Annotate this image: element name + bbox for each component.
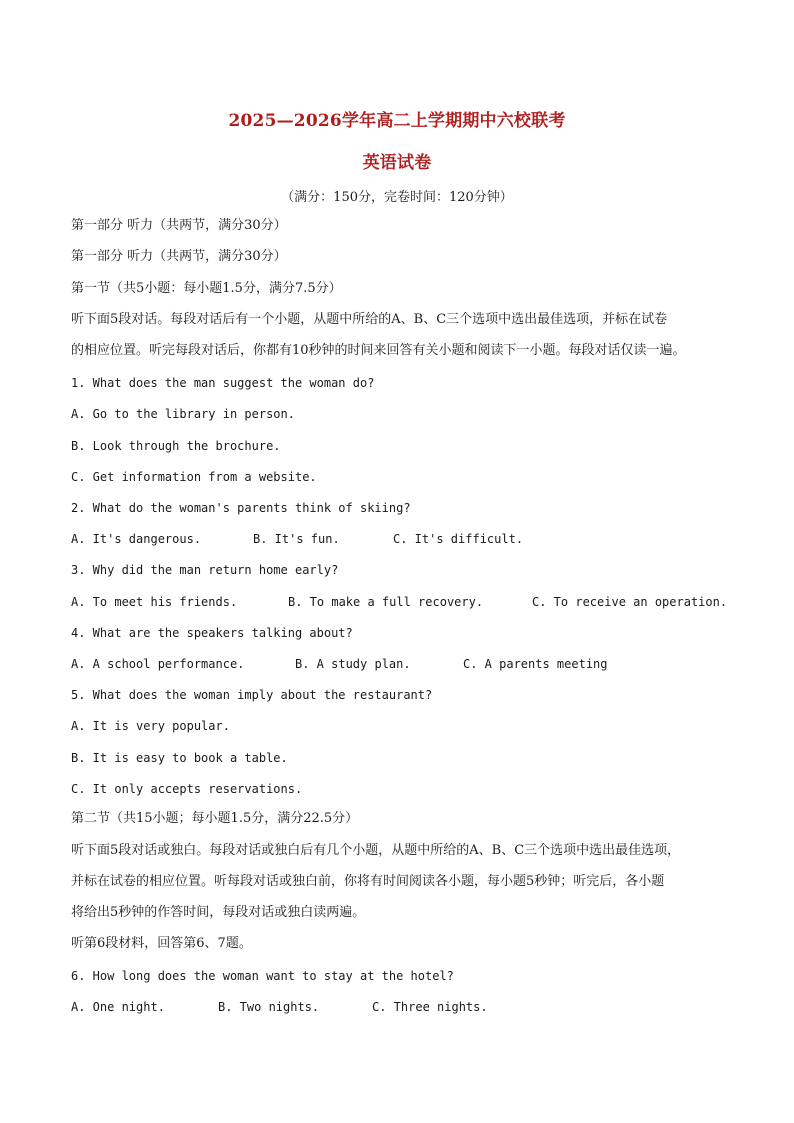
question-6-stem: 6. How long does the woman want to stay at the hotel? [71, 969, 454, 983]
question-4-option-b: B. A study plan. [295, 657, 411, 671]
material-6-instruction: 听第6段材料，回答第6、7题。 [71, 936, 252, 951]
question-4-options [71, 655, 731, 673]
question-3-options [71, 593, 731, 611]
question-4-stem: 4. What are the speakers talking about? [71, 626, 353, 640]
question-5-stem: 5. What does the woman imply about the restaurant? [71, 688, 433, 702]
question-2-options [71, 530, 731, 548]
question-1-option-a: A. Go to the library in person. [71, 407, 295, 421]
question-2-option-b: B. It's fun. [253, 532, 340, 546]
exam-score-time-note: （满分：150分，完卷时间：120分钟） [281, 190, 513, 205]
question-3-stem: 3. Why did the man return home early? [71, 563, 339, 577]
part1-heading-repeat: 第一部分 听力（共两节，满分30分） [71, 249, 287, 264]
section1-instruction-line-1: 听下面5段对话。每段对话后有一个小题，从题中所给的A、B、C三个选项中选出最佳选项，并标在试卷 [71, 312, 668, 327]
part1-heading: 第一部分 听力（共两节，满分30分） [71, 218, 287, 233]
question-1-stem: 1. What does the man suggest the woman do? [71, 376, 375, 390]
question-3-option-a: A. To meet his friends. [71, 595, 238, 609]
question-2-stem: 2. What do the woman's parents think of skiing? [71, 501, 411, 515]
question-3-option-b: B. To make a full recovery. [288, 595, 484, 609]
question-4-option-a: A. A school performance. [71, 657, 245, 671]
question-5-option-a: A. It is very popular. [71, 719, 230, 733]
question-3-option-c: C. To receive an operation. [532, 595, 728, 609]
question-4-option-c: C. A parents meeting [463, 657, 608, 671]
section2-title: 第二节（共15小题；每小题1.5分，满分22.5分） [71, 811, 359, 826]
section2-instruction-line-3: 将给出5秒钟的作答时间，每段对话或独白读两遍。 [71, 905, 366, 920]
section2-instruction-line-1: 听下面5段对话或独白。每段对话或独白后有几个小题，从题中所给的A、B、C三个选项中选出最佳选项， [71, 843, 681, 858]
exam-subject: 英语试卷 [362, 153, 432, 173]
question-2-option-c: C. It's difficult. [393, 532, 524, 546]
question-5-option-c: C. It only accepts reservations. [71, 782, 303, 796]
question-6-options [71, 998, 731, 1016]
question-6-option-a: A. One night. [71, 1000, 165, 1014]
exam-title: 2025—2026学年高二上学期期中六校联考 [228, 111, 566, 131]
section1-title: 第一节（共5小题：每小题1.5分，满分7.5分） [71, 281, 342, 296]
question-1-option-c: C. Get information from a website. [71, 470, 317, 484]
question-6-option-c: C. Three nights. [372, 1000, 488, 1014]
question-2-option-a: A. It's dangerous. [71, 532, 202, 546]
section1-instruction-line-2: 的相应位置。听完每段对话后，你都有10秒钟的时间来回答有关小题和阅读下一小题。每段对话仅读一遍。 [71, 343, 686, 358]
question-6-option-b: B. Two nights. [218, 1000, 320, 1014]
question-5-option-b: B. It is easy to book a table. [71, 751, 288, 765]
question-1-option-b: B. Look through the brochure. [71, 439, 281, 453]
section2-instruction-line-2: 并标在试卷的相应位置。听每段对话或独白前，你将有时间阅读各小题，每小题5秒钟；听完后，各小题 [71, 874, 665, 889]
